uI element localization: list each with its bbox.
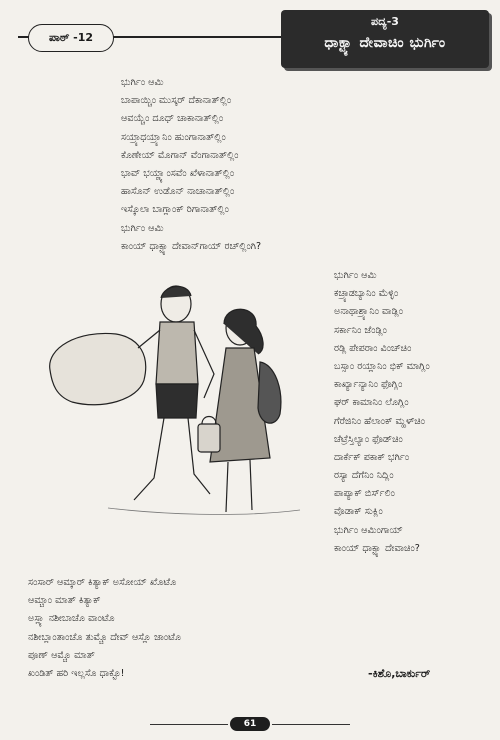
poem-line: ಸರ್ಕಾನಿಂ ಜೆಂಡ್ಲಿಂ (334, 324, 387, 336)
stanza-2 (334, 267, 430, 558)
lesson-label: ಪಾಠ್ -12 (28, 24, 114, 52)
poem-line: ಕಚ್ರ್ಯಾಡಬ್ಯಾನಿಂ ಮೆಳ್ಳಿಂ (334, 288, 399, 300)
poem-line: ಆವಯ್ಚೆಂ ದೂಧ್ ಚಾಕಾನಾತ್‌ಲ್ಲಿಂ (121, 113, 224, 125)
page-number: 61 (230, 717, 270, 731)
poem-line: ವೊಡಾಕ್ ಸುಕ್ಲಿಂ (334, 506, 383, 518)
boy-sack (50, 333, 146, 404)
poem-line: ಖಂಡಿತ್ ಹರಿ ಇಲ್ಲಸೊ ಧಾಕ್ಟೊ! (28, 667, 125, 679)
poem-line: ಸಯ್ರ್ಯಾಧಯ್ರ್ಯಾನಿಂ ಹುಂಗಾನಾತ್‌ಲ್ಲಿಂ (121, 131, 226, 143)
poem-line: ಪಾಪ್ಯಾಕ್ ಬಿರ್ಸ್‌ಲಿಂ (334, 488, 395, 500)
poem-line: ಕೊಣೇಯ್ ಮೊಗಾನ್ ವೆಂಗಾನಾತ್‌ಲ್ಲಿಂ (121, 149, 239, 161)
poem-line: ಭಾವ್ ಭಯ್ಣ್ಯಾಂಸವೆಂ ಖೆಳಾನಾತ್‌ಲ್ಲಿಂ (121, 167, 235, 179)
poem-line: ಕಾಂಯ್ ಧಾಕ್ಟ್ಯಾ ದೇವಾನ್‌ಗಾಯ್ ರಚ್‌ಲ್ಲಿಂಗಿ? (121, 240, 262, 252)
poem-line: ಅನಾಥಾಶ್ರ್ಯಾನಿಂ ವಾಡ್ಲಿಂ (334, 306, 404, 318)
poem-line: ಪೂಣ್ ಆಮ್ಚೊ ಮಾತ್ (28, 649, 95, 661)
poem-line: ಬಸ್ಸಾಂ ರಯ್ಲಾನಿಂ ಭಿಕ್ ಮಾಗ್ಲಿಂ (334, 360, 430, 372)
author-name: -ಕಿಶೊ,ಬಾರ್ಕುರ್ (368, 667, 431, 680)
poem-line: ಕಾಂಯ್ ಧಾಕ್ಟ್ಯಾ ದೇವಾಚಿಂ? (334, 542, 420, 554)
poem-line: ಆಮ್ಚಾಂ ಮಾತ್ ಕಿತ್ಯಾಕ್ (28, 595, 101, 607)
poem-line: ರಸ್ಯಾ ದೆಗೆನಿಂ ನಿದ್ಲಿಂ (334, 470, 394, 482)
poem-line: ಸಂಸಾರ್ ಆಮ್ಕಾರ್ ಕಿತ್ಯಾಕ್ ಅಸೋಯ್ ಖೊಟೊ (28, 577, 177, 588)
illustration-children (38, 278, 310, 530)
poem-line: ಭುರ್ಗಿಂ ಆಮಿಂಗಾಯ್ (334, 524, 403, 536)
poem-line: ಗೆರೆಜಿನಿಂ ಹೆಲಾಂಕ್ ಮ್ಹಳ್‌ಚಿಂ (334, 415, 425, 427)
poem-line: ದಾರ್ಕೆಕ್ ಪಕಾಕ್ ಭರ್ಗಿಂ (334, 451, 410, 463)
poem-number: ಪದ್ಯ-3 (371, 15, 399, 28)
poem-line: ಭುರ್ಗಿಂ ಆಮಿ (121, 77, 164, 88)
poem-line: ಭುರ್ಗಿಂ ಆಮಿ (334, 270, 377, 281)
poem-line: ಕಾರ್ಖ್ಯಾನ್ಯಾನಿಂ ಫೊಗ್ಲಿಂ (334, 379, 403, 391)
stanza-1 (121, 74, 261, 256)
boy-body (156, 322, 198, 384)
poem-title-box (281, 10, 489, 68)
tiffin-box (198, 424, 220, 452)
poem-line: ಇಸ್ಕೊಲಾ ಬಾಗ್ಲಾಂಕ್ ರಿಗಾನಾತ್‌ಲ್ಲಿಂ (121, 204, 229, 216)
poem-line: ಅಸ್ಲ್ಯಾ ನಶೀಬಾಚೊ ವಾಂಟೊ (28, 613, 115, 625)
poem-title: ಧಾಕ್ಟ್ಯಾ ದೇವಾಚಿಂ ಭುರ್ಗಿಂ (324, 35, 446, 51)
stanza-3 (28, 574, 181, 683)
poem-line: ಘರ್ ಕಾಮಾನಿಂ ಲೊಗ್ಲಿಂ (334, 397, 409, 409)
poem-line: ನಶೀಬ್ಲಾಂತಾಂಚೊ ತುಮ್ಚೊ ದೇವ್ ಆಸ್ಲೊ ಜಾಂಟೊ (28, 631, 181, 643)
poem-line: ಹಾಸೊನ್ ಉಡೊನ್ ನಾಚಾನಾತ್‌ಲ್ಲಿಂ (121, 186, 235, 198)
footer-rule-right (272, 724, 350, 725)
footer-rule-left (150, 724, 228, 725)
poem-line: ಚೆಟ್ರೆಸ್ತಿಲ್ಯಾಂ ಫೊಡ್‌ಚಿಂ (334, 433, 403, 445)
poem-line: ಬಾಪಾಯ್ಚಿಂ ಮುಸ್ಕರ್ ದೆಕಾನಾತ್‌ಲ್ಲಿಂ (121, 95, 232, 107)
girl-bag (258, 362, 281, 423)
poem-line: ರಡ್ಲಿ ಪೇಪರಾಂ ವಿಂಚ್‌ಚಿಂ (334, 342, 412, 354)
poem-line: ಭುರ್ಗಿಂ ಆಮಿ (121, 222, 164, 234)
